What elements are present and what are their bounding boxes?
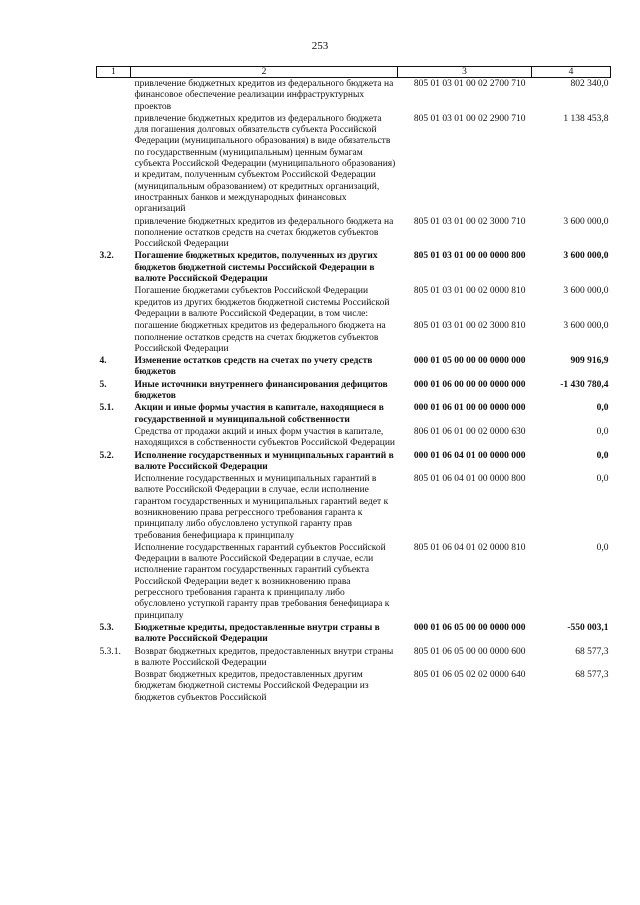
header-col-4: 4 [532, 67, 611, 78]
row-description: Изменение остатков средств на счетах по учету средств бюджетов [134, 356, 373, 378]
row-number: 3.2. [99, 251, 114, 262]
table-row [97, 646, 611, 670]
table-header-row [97, 67, 611, 78]
row-value: -1 430 780,4 [560, 379, 609, 390]
row-description: Возврат бюджетных кредитов, предоставленных внутри страны в валюте Российской Федерации [134, 646, 394, 668]
row-code: 805 01 06 04 01 02 0000 810 [413, 542, 526, 553]
row-number [97, 78, 131, 113]
row-code: 805 01 06 04 01 00 0000 800 [413, 474, 526, 485]
row-description: Исполнение государственных гарантий субъектов Российской Федерации в валюте Российской Федерации в случае, если исполнение гарантом государственных гарантий субъекта Российской Федерации ведет к возникновению права регрессного требования гаранта к принципалу либо обусловлено уступкой гаранту прав требования бенефициара к принципалу [134, 542, 390, 621]
table-row [97, 78, 611, 113]
row-value: 3 600 000,0 [563, 286, 609, 297]
row-number [97, 113, 131, 216]
row-description: погашение бюджетных кредитов из федерального бюджета на пополнение остатков средств на счетах бюджетов субъектов Российской Федерации [134, 321, 386, 354]
row-value: 68 577,3 [575, 670, 609, 681]
row-number: 5.3. [99, 622, 114, 633]
table-row [97, 355, 611, 379]
row-code: 805 01 03 01 00 02 2700 710 [413, 79, 526, 89]
row-number: 5. [99, 379, 107, 390]
table-row [97, 216, 611, 251]
table-row [97, 285, 611, 320]
page-number: 253 [311, 40, 329, 52]
header-col-3: 3 [398, 67, 532, 78]
row-code: 805 01 06 05 02 02 0000 640 [413, 670, 526, 681]
row-value: 3 600 000,0 [563, 321, 609, 332]
row-value: 802 340,0 [570, 79, 609, 89]
table-row [97, 113, 611, 216]
row-number [97, 216, 131, 251]
table-row [97, 669, 611, 704]
table-row [97, 402, 611, 426]
row-description: Исполнение государственных и муниципальных гарантий в валюте Российской Федерации в случае, если исполнение гарантом государственных и муниципальных гарантий ведет к возникновению права регрессного требования гаранта к принципалу либо обусловлено уступкой гаранту прав требования бенефициара к принципалу [134, 474, 389, 541]
row-value: 0,0 [596, 450, 609, 461]
row-number: 5.1. [99, 403, 114, 414]
row-description: привлечение бюджетных кредитов из федерального бюджета на финансовое обеспечение реализации инфраструктурных проектов [134, 79, 394, 112]
row-description: Средства от продажи акций и иных форм участия в капитале, находящихся в собственности субъектов Российской Федерации [134, 426, 395, 449]
budget-sources-table [96, 66, 611, 704]
header-col-2: 2 [131, 67, 398, 78]
row-value: 1 138 453,8 [563, 113, 609, 124]
row-code: 805 01 06 05 00 00 0000 600 [413, 646, 526, 657]
row-value: 68 577,3 [575, 646, 609, 657]
row-code: 805 01 03 01 00 02 3000 710 [413, 216, 526, 227]
row-description: привлечение бюджетных кредитов из федерального бюджета на пополнение остатков средств на счетах бюджетов субъектов Российской Федерации [134, 216, 394, 250]
row-description: Исполнение государственных и муниципальных гарантий в валюте Российской Федерации [134, 450, 394, 472]
row-description: привлечение бюджетных кредитов из федерального бюджета для погашения долговых обязательств субъекта Российской Федерации (муниципального образования) в виде обязательств по государственным (муниципальным) ценным бумагам субъекта Российской Федерации (муниципального образования) и кредитам, полученным субъектом Российской Федерации (муниципальным образованием) от кредитных организаций, иностранных банков и международных финансовых организаций [134, 113, 396, 215]
table-row [97, 542, 611, 622]
row-code: 000 01 06 01 00 00 0000 000 [413, 403, 526, 414]
row-value: 0,0 [596, 403, 609, 414]
row-code: 000 01 06 00 00 00 0000 000 [413, 379, 526, 390]
row-description: Иные источники внутреннего финансирования дефицитов бюджетов [134, 379, 388, 402]
row-code: 805 01 03 01 00 02 2900 710 [413, 113, 526, 124]
row-code: 805 01 03 01 00 00 0000 800 [413, 251, 526, 262]
row-description: Погашение бюджетами субъектов Российской Федерации кредитов из других бюджетов бюджетной системы Российской Федерации в валюте Российской Федерации, в том числе: [134, 286, 390, 319]
table-row [97, 426, 611, 450]
row-description: Акции и иные формы участия в капитале, находящиеся в государственной и муниципальной собственности [134, 403, 384, 425]
table-row [97, 320, 611, 355]
table-row [97, 473, 611, 542]
row-number: 5.3.1. [99, 646, 121, 657]
row-description: Погашение бюджетных кредитов, полученных из других бюджетов бюджетной системы Российской Федерации в валюте Российской Федерации [134, 251, 378, 285]
table-row [97, 622, 611, 646]
header-col-1: 1 [97, 67, 131, 78]
row-code: 805 01 03 01 00 02 3000 810 [413, 321, 526, 332]
row-code: 000 01 06 04 01 00 0000 000 [413, 450, 526, 461]
row-number [97, 473, 131, 542]
row-value: 909 916,9 [570, 356, 609, 367]
table-row [97, 379, 611, 403]
row-code: 000 01 06 05 00 00 0000 000 [413, 622, 526, 633]
row-value: 0,0 [596, 542, 609, 553]
row-number: 5.2. [99, 450, 114, 461]
row-value: 0,0 [596, 474, 609, 485]
row-description: Возврат бюджетных кредитов, предоставленных другим бюджетам бюджетной системы Российской Федерации из бюджетов субъектов Российской [134, 670, 369, 703]
table-row [97, 250, 611, 285]
table-row [97, 450, 611, 474]
row-value: 3 600 000,0 [563, 216, 609, 227]
row-number [97, 426, 131, 450]
row-number: 4. [99, 356, 107, 367]
row-code: 806 01 06 01 00 02 0000 630 [413, 426, 526, 437]
row-number [97, 542, 131, 622]
row-number [97, 669, 131, 704]
row-code: 000 01 05 00 00 00 0000 000 [413, 356, 526, 367]
row-value: 0,0 [596, 426, 609, 437]
row-value: -550 003,1 [567, 622, 609, 633]
row-value: 3 600 000,0 [563, 251, 609, 262]
row-number [97, 285, 131, 320]
row-number [97, 320, 131, 355]
row-description: Бюджетные кредиты, предоставленные внутри страны в валюте Российской Федерации [134, 622, 380, 645]
row-code: 805 01 03 01 00 02 0000 810 [413, 286, 526, 297]
